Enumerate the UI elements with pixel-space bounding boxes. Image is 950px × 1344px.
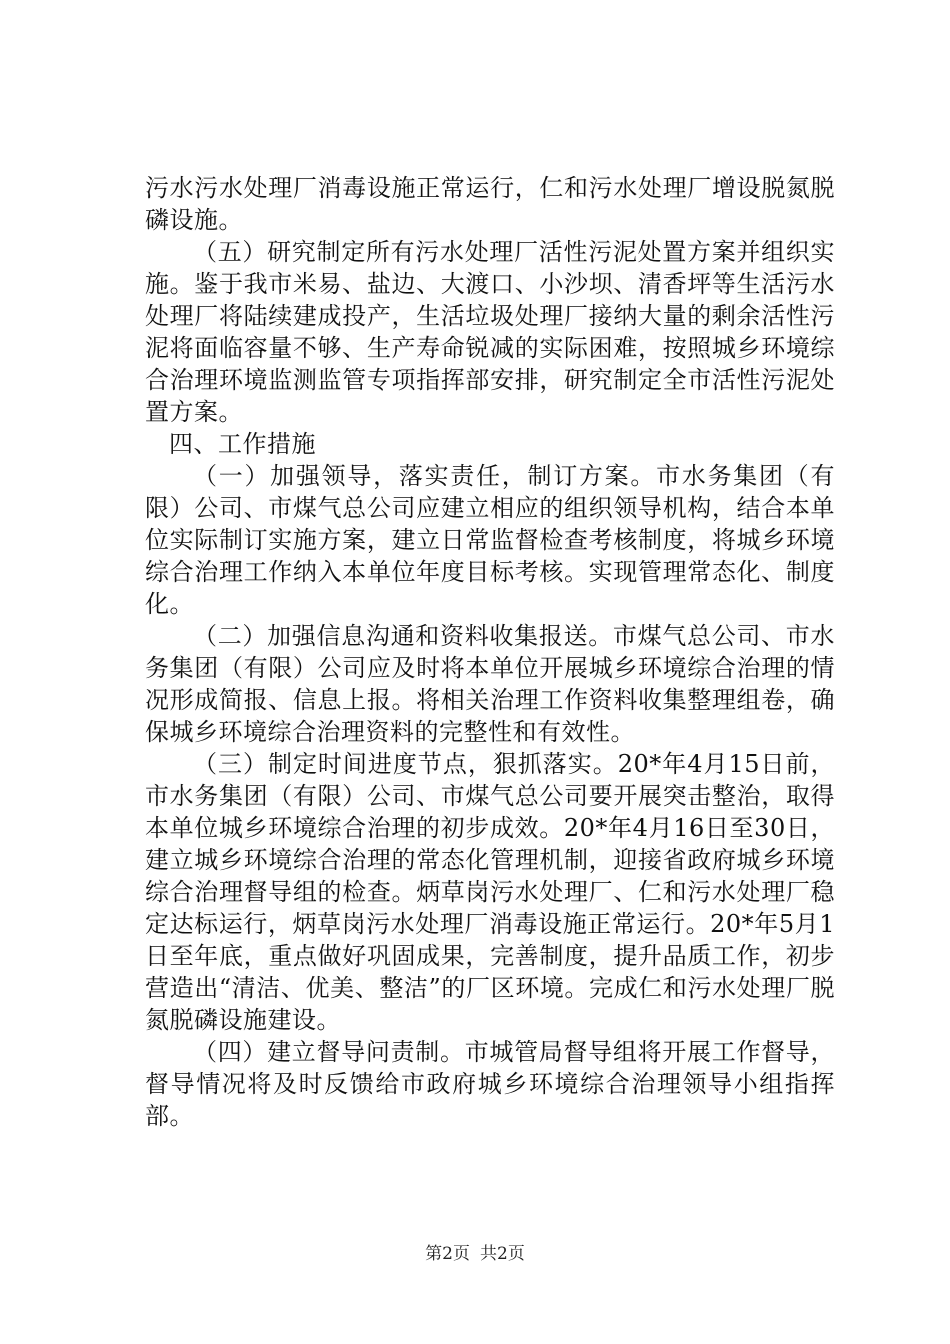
paragraph-measure-3: （三）制定时间进度节点，狠抓落实。20*年4月15日前，市水务集团（有限）公司、市煤气总公司要开展突击整治，取得本单位城乡环境综合治理的初步成效。20*年4月16日至30日，建立城乡环境综合治理的常态化管理机制，迎接省政府城乡环境综合治理督导组的检查。炳草岗污水处理厂、仁和污水处理厂稳定达标运行，炳草岗污水处理厂消毒设施正常运行。20*年5月1日至年底，重点做好巩固成果，完善制度，提升品质工作，初步营造出“清洁、优美、整洁”的厂区环境。完成仁和污水处理厂脱氮脱磷设施建设。 bbox=[145, 750, 835, 1034]
paragraph-item-5: （五）研究制定所有污水处理厂活性污泥处置方案并组织实施。鉴于我市米易、盐边、大渡口、小沙坝、清香坪等生活污水处理厂将陆续建成投产，生活垃圾处理厂接纳大量的剩余活性污泥将面临容量不够、生产寿命锐减的实际困难，按照城乡环境综合治理环境监测监管专项指挥部安排，研究制定全市活性污泥处置方案。 bbox=[145, 238, 835, 426]
page-footer bbox=[0, 1243, 950, 1265]
document-body bbox=[145, 172, 835, 1132]
page-number: 第2页 bbox=[425, 1244, 470, 1264]
paragraph-measure-1: （一）加强领导，落实责任，制订方案。市水务集团（有限）公司、市煤气总公司应建立相应的组织领导机构，结合本单位实际制订实施方案，建立日常监督检查考核制度，将城乡环境综合治理工作纳入本单位年度目标考核。实现管理常态化、制度化。 bbox=[145, 462, 835, 618]
section-heading-work-measures: 四、工作措施 bbox=[169, 430, 316, 458]
paragraph-measure-4: （四）建立督导问责制。市城管局督导组将开展工作督导，督导情况将及时反馈给市政府城乡环境综合治理领导小组指挥部。 bbox=[145, 1038, 835, 1130]
paragraph-measure-2: （二）加强信息沟通和资料收集报送。市煤气总公司、市水务集团（有限）公司应及时将本单位开展城乡环境综合治理的情况形成简报、信息上报。将相关治理工作资料收集整理组卷，确保城乡环境综合治理资料的完整性和有效性。 bbox=[145, 622, 835, 746]
paragraph-continuation: 污水污水处理厂消毒设施正常运行，仁和污水处理厂增设脱氮脱磷设施。 bbox=[145, 174, 835, 234]
page-total: 共2页 bbox=[480, 1244, 525, 1264]
